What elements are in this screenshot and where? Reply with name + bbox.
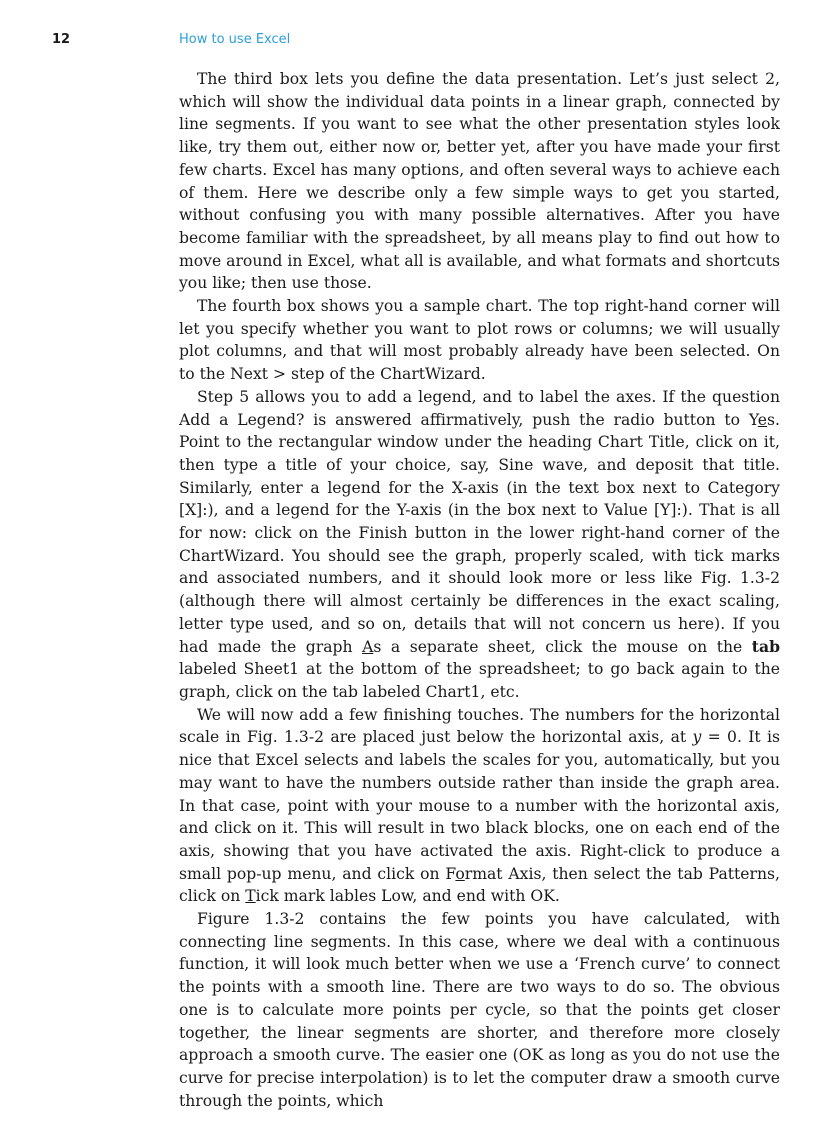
bold-term: tab <box>751 636 780 656</box>
paragraph-4-text: ick mark lables Low, and end with OK. <box>255 887 560 906</box>
italic-variable: y <box>692 728 702 747</box>
body-text <box>179 68 780 1112</box>
paragraph-4 <box>179 704 780 908</box>
paragraph-3 <box>179 386 780 704</box>
underlined-accelerator: A <box>362 637 374 656</box>
paragraph-4-text: rmat Axis, then select the tab Patterns, click on <box>179 864 780 906</box>
running-title: How to use Excel <box>179 32 291 47</box>
paragraph-3-text: labeled Sheet1 at the bottom of the spreadsheet; to go back again to the graph, click on the tab labeled Chart1, etc. <box>179 660 780 701</box>
paragraph-3-text: s. Point to the rectangular window under the heading Chart Title, click on it, then type a title of your choice, say, Sine wave, and deposit that title. Similarly, enter a legend for the X-axis (in the text box next to Category [X]:), and a legend for the Y-axis (in the box next to Value [Y]:). That is all for now: click on the Finish button in the lower right-hand corner of the ChartWizard. You should see the graph, properly scaled, with tick marks and associated numbers, and it should look more or less like Fig. 1.3-2 (although there will almost certainly be differences in the exact scaling, letter type used, and so on, details that will not concern us here). If you had made the graph <box>179 410 780 656</box>
paragraph-3-text: s a separate sheet, click the mouse on the <box>373 637 752 656</box>
paragraph-1: The third box lets you define the data presentation. Let’s just select 2, which will show the individual data points in a linear graph, connected by line segments. If you want to see what the other presentation styles look like, try them out, either now or, better yet, after you have made your first few charts. Excel has many options, and often several ways to achieve each of them. Here we describe only a few simple ways to get you started, without confusing you with many possible alternatives. After you have become familiar with the spreadsheet, by all means play to find out how to move around in Excel, what all is available, and what formats and shortcuts you like; then use those. <box>179 70 780 293</box>
paragraph-3-text: Step 5 allows you to add a legend, and to label the axes. If the question Add a Legend? is answered affirmatively, push the radio button to Y <box>179 387 780 429</box>
paragraph-4-text: We will now add a few finishing touches. The numbers for the horizontal scale in Fig. 1.3-2 are placed just below the horizontal axis, at <box>179 705 780 747</box>
paragraph-4-text: = 0. It is nice that Excel selects and labels the scales for you, automatically, but you may want to have the numbers outside rather than inside the graph area. In that case, point with your mouse to a number with the horizontal axis, and click on it. This will result in two black blocks, one on each end of the axis, showing that you have activated the axis. Right-click to produce a small pop-up menu, and click on F <box>179 728 781 883</box>
underlined-accelerator: o <box>455 864 465 883</box>
page-header <box>0 32 816 52</box>
page-number: 12 <box>52 32 71 47</box>
underlined-accelerator: e <box>757 410 768 429</box>
paragraph-5: Figure 1.3-2 contains the few points you have calculated, with connecting line segments. In this case, where we deal with a continuous function, it will look much better when we use a ‘French curve’ to connect the points with a smooth line. There are two ways to do so. The obvious one is to calculate more points per cycle, so that the points get closer together, the linear segments are shorter, and therefore more closely approach a smooth curve. The easier one (OK as long as you do not use the curve for precise interpolation) is to let the computer draw a smooth curve through the points, which <box>179 910 780 1110</box>
paragraph-2: The fourth box shows you a sample chart. The top right-hand corner will let you specify whether you want to plot rows or columns; we will usually plot columns, and that will most probably already have been selected. On to the Next > step of the ChartWizard. <box>179 297 780 384</box>
underlined-accelerator: T <box>245 887 256 906</box>
